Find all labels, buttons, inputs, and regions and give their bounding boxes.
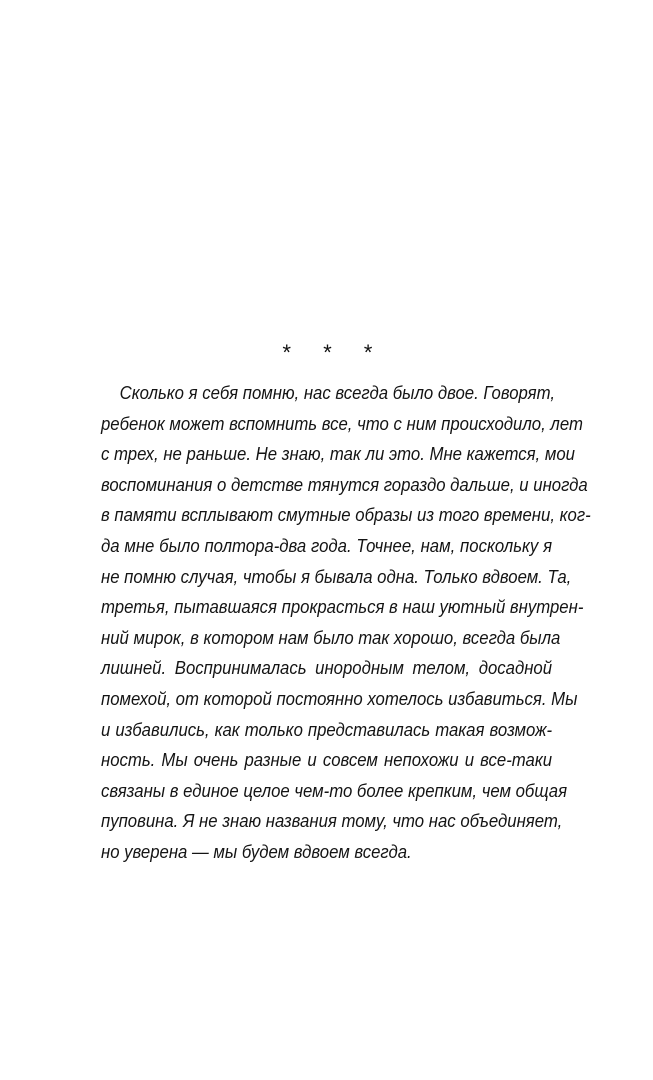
paragraph-line: не помню случая, чтобы я бывала одна. Только вдвоем. Та, <box>101 566 572 587</box>
paragraph-line: третья, пытавшаяся прокрасться в наш уютный внутрен- <box>101 597 584 618</box>
paragraph-line: но уверена — мы будем вдвоем всегда. <box>101 841 412 862</box>
paragraph-line: в памяти всплывают смутные образы из того времени, ког- <box>101 505 591 526</box>
paragraph-line: ний мирок, в котором нам было так хорошо, всегда была <box>101 627 561 648</box>
paragraph-line: помехой, от которой постоянно хотелось избавиться. Мы <box>101 688 578 709</box>
paragraph-line: пуповина. Я не знаю названия тому, что нас объединяет, <box>101 811 563 832</box>
paragraph-line: Сколько я себя помню, нас всегда было двое. Говорят, <box>119 383 556 403</box>
separator-asterisk: * <box>362 340 372 365</box>
section-separator <box>0 340 653 366</box>
paragraph-line: да мне было полтора-два года. Точнее, нам, поскольку я <box>101 535 553 556</box>
paragraph-line: связаны в единое целое чем-то более крепким, чем общая <box>101 780 568 801</box>
separator-asterisk: * <box>322 340 331 365</box>
paragraph-line: с трех, не раньше. Не знаю, так ли это. Мне кажется, мои <box>101 444 575 465</box>
separator-asterisk: * <box>281 340 291 365</box>
body-paragraph <box>101 378 591 868</box>
paragraph-line: ребенок может вспомнить все, что с ним происходило, лет <box>101 413 583 434</box>
paragraph-line: воспоминания о детстве тянутся гораздо дальше, и иногда <box>101 474 588 495</box>
paragraph-line: ность. Мы очень разные и совсем непохожи и все-таки <box>101 750 553 771</box>
paragraph-line: и избавились, как только представилась такая возмож- <box>101 719 553 740</box>
paragraph-line: лишней. Воспринималась инородным телом, досадной <box>101 658 553 679</box>
